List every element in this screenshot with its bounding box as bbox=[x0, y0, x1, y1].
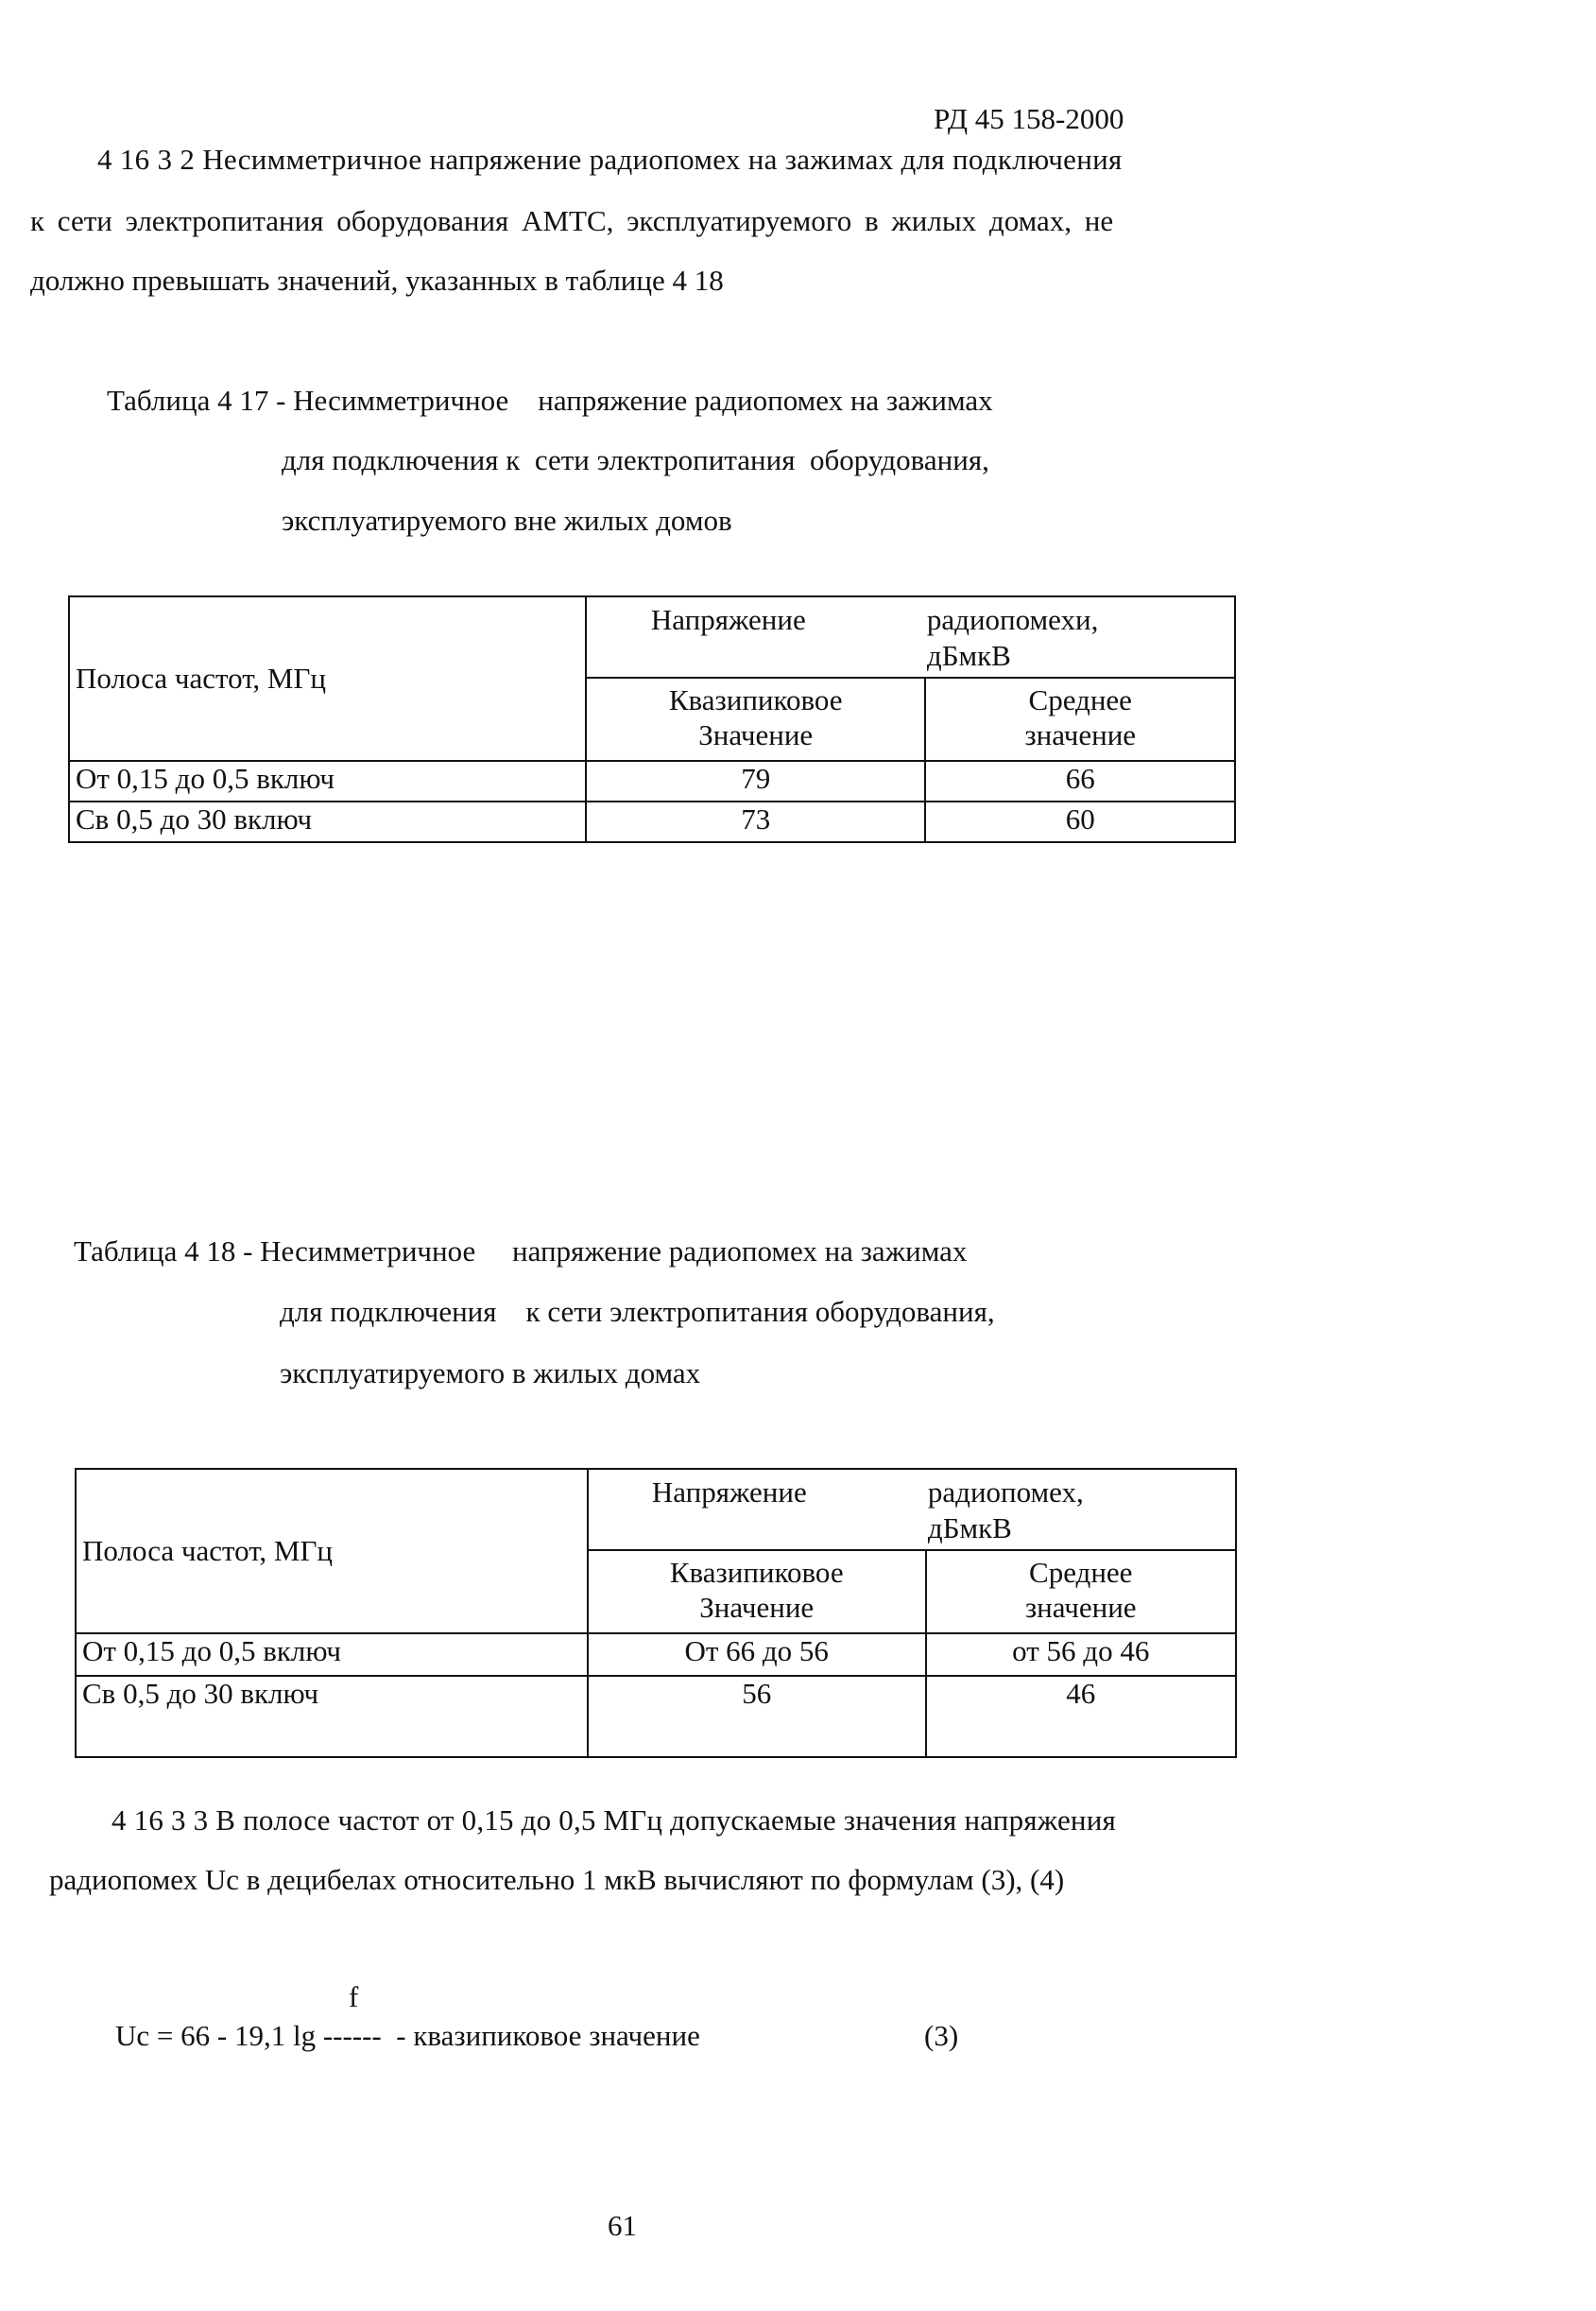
table-2-header-voltage-c: дБмкВ bbox=[927, 1511, 1012, 1544]
table-2-row-2-band: Св 0,5 до 30 включ bbox=[76, 1676, 588, 1757]
table-1-row-2-band: Св 0,5 до 30 включ bbox=[69, 802, 586, 842]
table-1-row-1-band: От 0,15 до 0,5 включ bbox=[69, 761, 586, 802]
table-2-row-2-quasi-peak: 56 bbox=[588, 1676, 926, 1757]
table-1-header-average-2: значение bbox=[1024, 718, 1137, 752]
table-row bbox=[69, 761, 1235, 802]
paragraph-1-line-3: должно превышать значений, указанных в таблице 4 18 bbox=[30, 264, 724, 297]
table-2-header-voltage-a: Напряжение bbox=[651, 1475, 807, 1509]
document-code: РД 45 158-2000 bbox=[934, 102, 1124, 135]
table-2-header-quasi-peak-1: Квазипиковое bbox=[669, 1556, 844, 1589]
table-1 bbox=[68, 595, 1236, 843]
table-2-header-voltage-b: радиопомех, bbox=[927, 1475, 1084, 1509]
table-1-header-quasi-peak-2: Значение bbox=[698, 718, 814, 752]
table-row bbox=[76, 1676, 1236, 1757]
table-1-header-average-1: Среднее bbox=[1028, 683, 1132, 716]
formula-numerator: f bbox=[349, 1980, 359, 2013]
paragraph-1-line-1: 4 16 3 2 Несимметричное напряжение радиопомех на зажимах для подключения bbox=[97, 143, 1123, 176]
table-2-row-1-band: От 0,15 до 0,5 включ bbox=[76, 1633, 588, 1676]
page-number: 61 bbox=[608, 2209, 637, 2242]
paragraph-2-line-1: 4 16 3 3 В полосе частот от 0,15 до 0,5 МГц допускаемые значения напряжения bbox=[112, 1803, 1116, 1837]
table-row bbox=[76, 1633, 1236, 1676]
table-1-row-2-average: 60 bbox=[925, 802, 1235, 842]
table-1-header-voltage-b: радиопомехи, bbox=[926, 603, 1099, 636]
table-1-header-voltage bbox=[586, 596, 1235, 678]
table-2-header-quasi-peak-2: Значение bbox=[699, 1591, 815, 1625]
table-1-caption-line-2: для подключения к сети электропитания оборудования, bbox=[282, 443, 989, 476]
paragraph-1-line-2: к сети электропитания оборудования АМТС, эксплуатируемого в жилых домах, не bbox=[30, 204, 1114, 237]
table-2-header-voltage bbox=[588, 1469, 1236, 1550]
table-2-header-band bbox=[76, 1469, 588, 1633]
table-1-caption-line-1: Таблица 4 17 - Несимметричное напряжение радиопомех на зажимах bbox=[107, 384, 993, 417]
table-1-header-average bbox=[925, 678, 1235, 761]
table-1-caption-line-3: эксплуатируемого вне жилых домов bbox=[282, 504, 732, 537]
formula-number: (3) bbox=[924, 2019, 959, 2052]
table-1-header-band bbox=[69, 596, 586, 761]
table-2-header-average bbox=[926, 1550, 1237, 1633]
table-1-header-quasi-peak-1: Квазипиковое bbox=[668, 683, 843, 716]
table-1-header-band-label: Полоса частот, МГц bbox=[76, 662, 326, 695]
table-row bbox=[69, 802, 1235, 842]
table-1-row-1-average: 66 bbox=[925, 761, 1235, 802]
table-1-header-voltage-c: дБмкВ bbox=[926, 639, 1011, 672]
table-2-caption-line-1: Таблица 4 18 - Несимметричное напряжение радиопомех на зажимах bbox=[74, 1234, 968, 1268]
table-1-row-2-quasi-peak: 73 bbox=[586, 802, 926, 842]
table-2-row-1-quasi-peak: От 66 до 56 bbox=[588, 1633, 926, 1676]
table-2-header-average-1: Среднее bbox=[1029, 1556, 1133, 1589]
table-2-caption-line-3: эксплуатируемого в жилых домах bbox=[280, 1356, 701, 1389]
table-2 bbox=[75, 1468, 1237, 1758]
table-2-header-band-label: Полоса частот, МГц bbox=[82, 1534, 333, 1567]
table-1-row-1-quasi-peak: 79 bbox=[586, 761, 926, 802]
paragraph-2-line-2: радиопомех Uс в децибелах относительно 1 мкВ вычисляют по формулам (3), (4) bbox=[49, 1863, 1065, 1896]
table-2-header-quasi-peak bbox=[588, 1550, 926, 1633]
table-1-header-quasi-peak bbox=[586, 678, 926, 761]
table-1-header-voltage-a: Напряжение bbox=[650, 603, 806, 636]
table-2-row-1-average: от 56 до 46 bbox=[926, 1633, 1237, 1676]
table-2-header-average-2: значение bbox=[1024, 1591, 1137, 1625]
table-2-caption-line-2: для подключения к сети электропитания оборудования, bbox=[280, 1295, 995, 1328]
table-2-row-2-average: 46 bbox=[926, 1676, 1237, 1757]
formula-expression: Uс = 66 - 19,1 lg ------ - квазипиковое значение bbox=[115, 2019, 700, 2052]
